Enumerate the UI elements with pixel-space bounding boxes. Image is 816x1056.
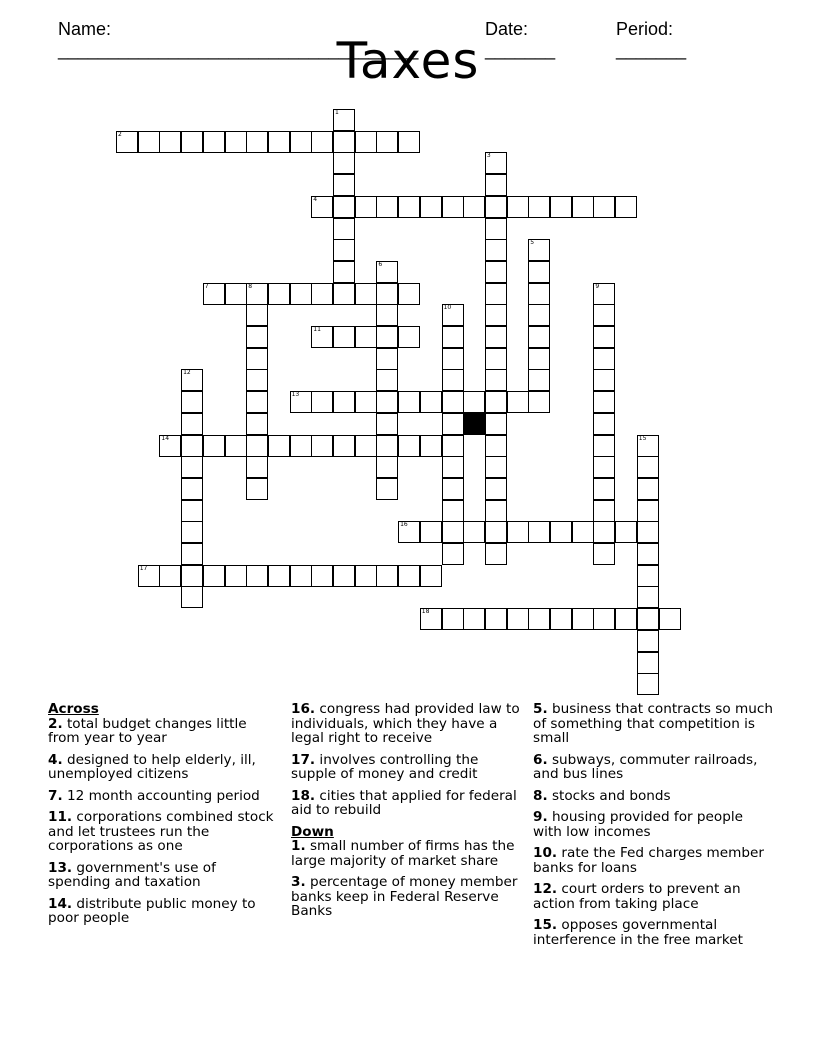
grid-cell[interactable]	[398, 131, 420, 153]
clue-text: rate the Fed charges member banks for loans	[533, 845, 764, 876]
grid-cell[interactable]	[442, 456, 464, 478]
grid-cell[interactable]	[572, 521, 594, 543]
grid-cell[interactable]	[159, 565, 181, 587]
grid-cell[interactable]	[637, 652, 659, 674]
grid-cell[interactable]	[637, 630, 659, 652]
clue-text: percentage of money member banks keep in Federal Reserve Banks	[291, 874, 518, 919]
grid-cell[interactable]	[246, 131, 268, 153]
clue-number-label: 9.	[533, 809, 548, 825]
grid-cell[interactable]	[333, 174, 355, 196]
grid-cell[interactable]	[311, 131, 333, 153]
clue-number: 13	[291, 391, 300, 399]
grid-cell[interactable]	[246, 456, 268, 478]
clue-number: 6	[378, 260, 383, 268]
clue-text: corporations combined stock and let trustees run the corporations as one	[48, 809, 274, 854]
grid-cell[interactable]	[333, 565, 355, 587]
grid-cell[interactable]	[246, 478, 268, 500]
grid-cell[interactable]	[528, 521, 550, 543]
grid-cell[interactable]	[376, 565, 398, 587]
grid-cell[interactable]	[398, 196, 420, 218]
grid-cell[interactable]	[442, 326, 464, 348]
clue-item	[48, 753, 280, 782]
grid-cell[interactable]	[528, 608, 550, 630]
clue-number-label: 4.	[48, 751, 63, 768]
grid-cell[interactable]	[398, 391, 420, 413]
grid-cell[interactable]	[225, 565, 247, 587]
grid-cell[interactable]	[528, 391, 550, 413]
grid-cell[interactable]	[463, 521, 485, 543]
grid-cell[interactable]	[485, 326, 507, 348]
grid-cell[interactable]	[333, 326, 355, 348]
grid-cell[interactable]	[181, 369, 203, 391]
grid-cell[interactable]	[593, 521, 615, 543]
grid-cell[interactable]	[333, 239, 355, 261]
grid-cell[interactable]	[311, 435, 333, 457]
grid-cell[interactable]	[485, 152, 507, 174]
date-label: Date:	[485, 19, 529, 39]
grid-cell[interactable]	[593, 304, 615, 326]
clue-item	[291, 702, 523, 746]
clues-column-1	[48, 702, 280, 933]
grid-cell[interactable]	[333, 109, 355, 131]
grid-cell[interactable]	[355, 283, 377, 305]
grid-cell[interactable]	[442, 543, 464, 565]
clue-text: opposes governmental interference in the free market	[533, 917, 743, 948]
grid-cell[interactable]	[376, 348, 398, 370]
grid-cell[interactable]	[203, 565, 225, 587]
grid-cell[interactable]	[246, 391, 268, 413]
grid-cell[interactable]	[376, 435, 398, 457]
grid-cell[interactable]	[593, 478, 615, 500]
grid-cell[interactable]	[246, 326, 268, 348]
grid-cell[interactable]	[485, 456, 507, 478]
grid-cell[interactable]	[485, 239, 507, 261]
grid-cell[interactable]	[246, 413, 268, 435]
grid-cell[interactable]	[637, 521, 659, 543]
grid-cell[interactable]	[593, 283, 615, 305]
grid-cell[interactable]	[420, 391, 442, 413]
grid-cell[interactable]	[159, 131, 181, 153]
grid-cell[interactable]	[398, 283, 420, 305]
grid-cell[interactable]	[376, 413, 398, 435]
clue-number-label: 5.	[533, 701, 548, 717]
clue-text: subways, commuter railroads, and bus lines	[533, 751, 758, 782]
grid-cell[interactable]	[442, 478, 464, 500]
clue-item	[291, 753, 523, 782]
clue-item	[533, 918, 773, 947]
grid-cell[interactable]	[376, 478, 398, 500]
clue-number: 11	[313, 326, 321, 333]
grid-cell[interactable]	[246, 304, 268, 326]
grid-cell[interactable]	[181, 435, 203, 457]
clue-number-label: 15.	[533, 917, 558, 933]
grid-cell[interactable]	[528, 304, 550, 326]
clue-item	[291, 789, 523, 818]
grid-cell[interactable]	[203, 283, 225, 305]
clue-text: stocks and bonds	[547, 787, 671, 804]
grid-cell[interactable]	[246, 283, 268, 305]
grid-cell[interactable]	[311, 283, 333, 305]
grid-cell[interactable]	[225, 283, 247, 305]
grid-cell[interactable]	[203, 435, 225, 457]
clue-number-label: 16.	[291, 701, 316, 717]
clue-number: 3	[486, 152, 491, 160]
grid-cell[interactable]	[290, 435, 312, 457]
grid-cell[interactable]	[442, 304, 464, 326]
grid-cell[interactable]	[333, 196, 355, 218]
clue-text: congress had provided law to individuals, which they have a legal right to receive	[291, 701, 520, 746]
grid-cell[interactable]	[246, 369, 268, 391]
grid-cell[interactable]	[333, 218, 355, 240]
section-heading-down: Down	[291, 823, 334, 840]
grid-cell[interactable]	[637, 456, 659, 478]
grid-cell[interactable]	[203, 131, 225, 153]
grid-cell[interactable]	[485, 218, 507, 240]
grid-cell[interactable]	[333, 152, 355, 174]
grid-cell[interactable]	[138, 131, 160, 153]
grid-cell[interactable]	[376, 369, 398, 391]
grid-cell[interactable]	[355, 565, 377, 587]
grid-cell[interactable]	[463, 196, 485, 218]
grid-cell[interactable]	[593, 391, 615, 413]
clue-item	[533, 810, 773, 839]
clues-column-2	[291, 702, 523, 926]
clue-text: court orders to prevent an action from taking place	[533, 881, 741, 912]
clue-number: 5	[530, 239, 535, 247]
grid-cell[interactable]	[376, 131, 398, 153]
grid-cell[interactable]	[528, 261, 550, 283]
grid-cell[interactable]	[572, 196, 594, 218]
grid-cell[interactable]	[442, 196, 464, 218]
page-title: Taxes	[336, 32, 480, 90]
clue-number: 7	[204, 282, 209, 290]
grid-cell[interactable]	[311, 326, 333, 348]
grid-cell[interactable]	[485, 608, 507, 630]
grid-cell[interactable]	[485, 348, 507, 370]
grid-cell[interactable]	[485, 261, 507, 283]
grid-cell[interactable]	[485, 478, 507, 500]
clue-number: 2	[118, 130, 122, 138]
clue-item	[291, 875, 523, 919]
grid-cell[interactable]	[593, 456, 615, 478]
clue-number-label: 11.	[48, 809, 73, 825]
clue-number-label: 13.	[48, 859, 73, 876]
grid-cell[interactable]	[268, 283, 290, 305]
grid-cell[interactable]	[398, 521, 420, 543]
grid-cell[interactable]	[637, 673, 659, 695]
grid-cell[interactable]	[637, 608, 659, 630]
clue-item	[48, 897, 280, 926]
clue-number: 1	[335, 109, 339, 116]
grid-cell[interactable]	[225, 435, 247, 457]
clue-number-label: 3.	[291, 874, 306, 890]
clue-item	[533, 753, 773, 782]
grid-cell[interactable]	[159, 435, 181, 457]
clue-text: business that contracts so much of something that competition is small	[533, 701, 773, 746]
grid-cell[interactable]	[333, 131, 355, 153]
grid-cell[interactable]	[290, 391, 312, 413]
clue-number-label: 10.	[533, 845, 558, 861]
clue-item	[48, 810, 280, 854]
clue-text: housing provided for people with low incomes	[533, 809, 744, 840]
grid-cell[interactable]	[442, 500, 464, 522]
grid-cell[interactable]	[593, 500, 615, 522]
grid-cell[interactable]	[528, 283, 550, 305]
grid-cell[interactable]	[268, 131, 290, 153]
grid-cell[interactable]	[376, 283, 398, 305]
clue-number: 15	[638, 434, 647, 442]
grid-cell[interactable]	[593, 435, 615, 457]
grid-cell[interactable]	[311, 391, 333, 413]
grid-cell[interactable]	[463, 391, 485, 413]
grid-cell[interactable]	[290, 131, 312, 153]
clue-text: small number of firms has the large majority of market share	[291, 838, 515, 869]
grid-cell[interactable]	[593, 543, 615, 565]
grid-cell[interactable]	[355, 435, 377, 457]
grid-cell[interactable]	[355, 131, 377, 153]
grid-cell[interactable]	[225, 131, 247, 153]
grid-cell[interactable]	[507, 196, 529, 218]
grid-cell[interactable]	[593, 348, 615, 370]
date-line[interactable]: _______	[485, 40, 556, 60]
clue-number: 4	[313, 195, 318, 203]
grid-cell[interactable]	[593, 608, 615, 630]
clue-item	[48, 789, 280, 804]
grid-cell[interactable]	[485, 283, 507, 305]
grid-cell[interactable]	[550, 196, 572, 218]
grid-cell[interactable]	[181, 565, 203, 587]
grid-cell[interactable]	[637, 565, 659, 587]
clue-text: distribute public money to poor people	[48, 895, 256, 926]
clue-text: 12 month accounting period	[62, 787, 260, 804]
grid-cell[interactable]	[268, 565, 290, 587]
clue-number-label: 18.	[291, 787, 316, 804]
clue-number: 12	[183, 369, 191, 377]
grid-cell[interactable]	[246, 435, 268, 457]
grid-cell[interactable]	[290, 283, 312, 305]
grid-cell[interactable]	[593, 326, 615, 348]
grid-cell[interactable]	[181, 521, 203, 543]
name-label: Name:	[58, 19, 112, 39]
period-line[interactable]: _______	[616, 40, 687, 60]
grid-cell[interactable]	[355, 196, 377, 218]
grid-cell[interactable]	[442, 413, 464, 435]
grid-cell[interactable]	[181, 543, 203, 565]
grid-cell[interactable]	[593, 369, 615, 391]
grid-cell[interactable]	[442, 391, 464, 413]
clue-item	[48, 717, 280, 746]
grid-cell[interactable]	[181, 500, 203, 522]
clue-number: 8	[248, 282, 253, 290]
grid-cell[interactable]	[398, 435, 420, 457]
grid-cell[interactable]	[311, 196, 333, 218]
grid-cell[interactable]	[333, 261, 355, 283]
grid-cell[interactable]	[290, 565, 312, 587]
clue-text: involves controlling the supple of money and credit	[291, 751, 479, 782]
grid-cell[interactable]	[659, 608, 681, 630]
period-label: Period:	[616, 19, 674, 39]
clue-number-label: 7.	[48, 787, 63, 804]
grid-cell[interactable]	[268, 435, 290, 457]
clue-number-label: 1.	[291, 838, 306, 854]
grid-cell[interactable]	[333, 435, 355, 457]
name-line[interactable]: ____________________________________	[58, 40, 419, 60]
grid-cell[interactable]	[637, 586, 659, 608]
clue-number-label: 17.	[291, 751, 316, 768]
grid-cell[interactable]	[376, 196, 398, 218]
grid-cell[interactable]	[181, 391, 203, 413]
grid-cell[interactable]	[593, 196, 615, 218]
grid-cell[interactable]	[485, 543, 507, 565]
clue-number: 14	[161, 434, 170, 442]
grid-cell[interactable]	[181, 586, 203, 608]
clue-number: 18	[421, 608, 430, 616]
grid-cell[interactable]	[181, 456, 203, 478]
grid-cell[interactable]	[637, 500, 659, 522]
grid-cell[interactable]	[637, 435, 659, 457]
clues-column-3	[533, 702, 773, 954]
clue-number: 10	[443, 304, 452, 312]
grid-cell[interactable]	[528, 239, 550, 261]
grid-cell[interactable]	[116, 131, 138, 153]
grid-cell[interactable]	[528, 326, 550, 348]
grid-cell[interactable]	[333, 283, 355, 305]
grid-cell[interactable]	[485, 369, 507, 391]
grid-cell[interactable]	[507, 521, 529, 543]
black-cell	[463, 413, 485, 435]
grid-cell[interactable]	[442, 435, 464, 457]
grid-cell[interactable]	[376, 326, 398, 348]
grid-cell[interactable]	[572, 608, 594, 630]
grid-cell[interactable]	[550, 608, 572, 630]
grid-cell[interactable]	[355, 391, 377, 413]
grid-cell[interactable]	[138, 565, 160, 587]
grid-cell[interactable]	[420, 565, 442, 587]
grid-cell[interactable]	[485, 521, 507, 543]
grid-cell[interactable]	[181, 478, 203, 500]
clue-number-label: 2.	[48, 715, 63, 732]
grid-cell[interactable]	[420, 608, 442, 630]
grid-cell[interactable]	[376, 304, 398, 326]
clue-number-label: 12.	[533, 881, 558, 897]
grid-cell[interactable]	[615, 196, 637, 218]
clue-text: total budget changes little from year to year	[48, 715, 247, 746]
clue-item	[533, 882, 773, 911]
grid-cell[interactable]	[376, 261, 398, 283]
grid-cell[interactable]	[333, 391, 355, 413]
clue-number-label: 14.	[48, 895, 73, 912]
grid-cell[interactable]	[485, 435, 507, 457]
clue-item	[48, 861, 280, 890]
clue-text: designed to help elderly, ill, unemployed citizens	[48, 751, 256, 782]
clue-item	[533, 789, 773, 804]
grid-cell[interactable]	[420, 196, 442, 218]
grid-cell[interactable]	[420, 521, 442, 543]
clue-item	[533, 702, 773, 746]
grid-cell[interactable]	[442, 348, 464, 370]
grid-cell[interactable]	[442, 608, 464, 630]
grid-cell[interactable]	[355, 326, 377, 348]
grid-cell[interactable]	[528, 348, 550, 370]
grid-cell[interactable]	[463, 608, 485, 630]
clue-item	[533, 846, 773, 875]
grid-cell[interactable]	[398, 565, 420, 587]
grid-cell[interactable]	[528, 196, 550, 218]
grid-cell[interactable]	[637, 478, 659, 500]
grid-cell[interactable]	[485, 196, 507, 218]
grid-cell[interactable]	[246, 348, 268, 370]
clue-number: 17	[139, 564, 148, 572]
grid-cell[interactable]	[507, 608, 529, 630]
clue-text: government's use of spending and taxation	[48, 859, 216, 890]
grid-cell[interactable]	[420, 435, 442, 457]
grid-cell[interactable]	[637, 543, 659, 565]
grid-cell[interactable]	[550, 521, 572, 543]
grid-cell[interactable]	[485, 391, 507, 413]
grid-cell[interactable]	[485, 413, 507, 435]
section-heading-across: Across	[48, 701, 99, 717]
clue-item	[291, 839, 523, 868]
clue-number-label: 8.	[533, 787, 548, 804]
grid-cell[interactable]	[398, 326, 420, 348]
clue-number: 9	[595, 282, 600, 290]
grid-cell[interactable]	[181, 413, 203, 435]
clue-number: 16	[400, 521, 408, 529]
grid-cell[interactable]	[507, 391, 529, 413]
grid-cell[interactable]	[485, 174, 507, 196]
grid-cell[interactable]	[615, 608, 637, 630]
grid-cell[interactable]	[442, 369, 464, 391]
grid-cell[interactable]	[442, 521, 464, 543]
grid-cell[interactable]	[528, 369, 550, 391]
grid-cell[interactable]	[615, 521, 637, 543]
grid-cell[interactable]	[485, 304, 507, 326]
grid-cell[interactable]	[485, 500, 507, 522]
clue-text: cities that applied for federal aid to rebuild	[291, 787, 517, 818]
grid-cell[interactable]	[593, 413, 615, 435]
grid-cell[interactable]	[181, 131, 203, 153]
grid-cell[interactable]	[376, 456, 398, 478]
grid-cell[interactable]	[311, 565, 333, 587]
grid-cell[interactable]	[246, 565, 268, 587]
clue-number-label: 6.	[533, 751, 548, 768]
grid-cell[interactable]	[376, 391, 398, 413]
